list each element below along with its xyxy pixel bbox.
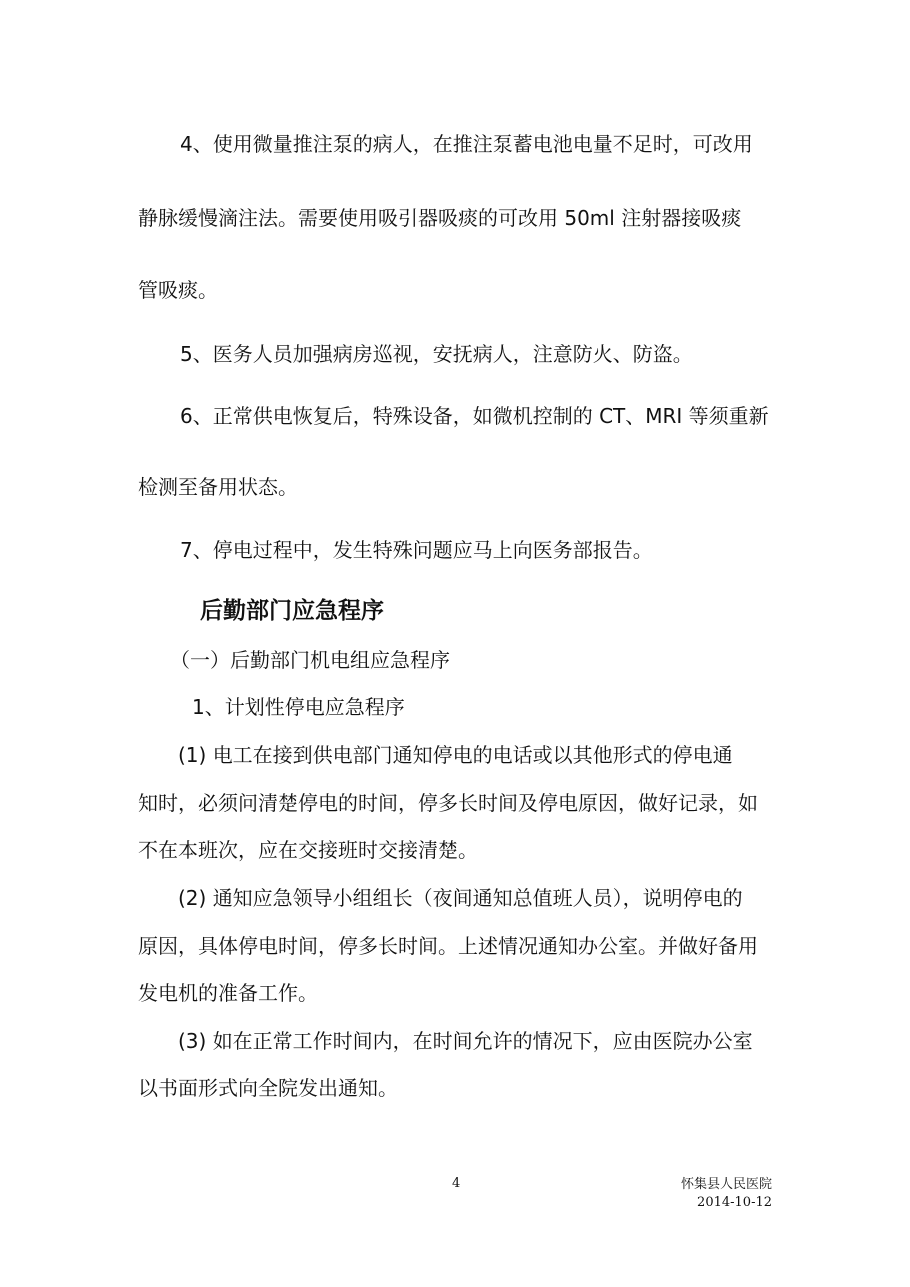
- section-heading: 后勤部门应急程序: [200, 598, 384, 624]
- paragraph-line: (2) 通知应急领导小组组长（夜间通知总值班人员），说明停电的: [178, 886, 743, 910]
- footer-info: [681, 1176, 772, 1212]
- footer-organization: 怀集县人民医院: [680, 1177, 772, 1192]
- paragraph-line: (3) 如在正常工作时间内，在时间允许的情况下，应由医院办公室: [178, 1029, 753, 1053]
- paragraph-line: 原因，具体停电时间，停多长时间。上述情况通知办公室。并做好备用: [138, 934, 758, 958]
- subsection-title: 1、计划性停电应急程序: [192, 695, 405, 719]
- paragraph-line: 以书面形式向全院发出通知。: [138, 1076, 398, 1100]
- paragraph-line: 知时，必须问清楚停电的时间，停多长时间及停电原因，做好记录，如: [138, 791, 758, 815]
- paragraph-line: 6、正常供电恢复后，特殊设备，如微机控制的 CT、MRI 等须重新: [180, 404, 769, 428]
- page-number: 4: [452, 1176, 461, 1191]
- footer-date: 2014-10-12: [697, 1195, 772, 1210]
- paragraph-line: (1) 电工在接到供电部门通知停电的电话或以其他形式的停电通: [178, 743, 733, 767]
- paragraph-line: 5、医务人员加强病房巡视，安抚病人，注意防火、防盗。: [180, 342, 693, 366]
- paragraph-line: 静脉缓慢滴注法。需要使用吸引器吸痰的可改用 50ml 注射器接吸痰: [138, 206, 742, 230]
- paragraph-line: 发电机的准备工作。: [138, 981, 318, 1005]
- paragraph-line: 管吸痰。: [138, 278, 218, 302]
- paragraph-line: 4、使用微量推注泵的病人，在推注泵蓄电池电量不足时，可改用: [180, 132, 753, 156]
- paragraph-line: 7、停电过程中，发生特殊问题应马上向医务部报告。: [180, 538, 653, 562]
- subsection-title: （一）后勤部门机电组应急程序: [170, 648, 450, 672]
- paragraph-line: 检测至备用状态。: [138, 475, 298, 499]
- paragraph-line: 不在本班次，应在交接班时交接清楚。: [138, 838, 478, 862]
